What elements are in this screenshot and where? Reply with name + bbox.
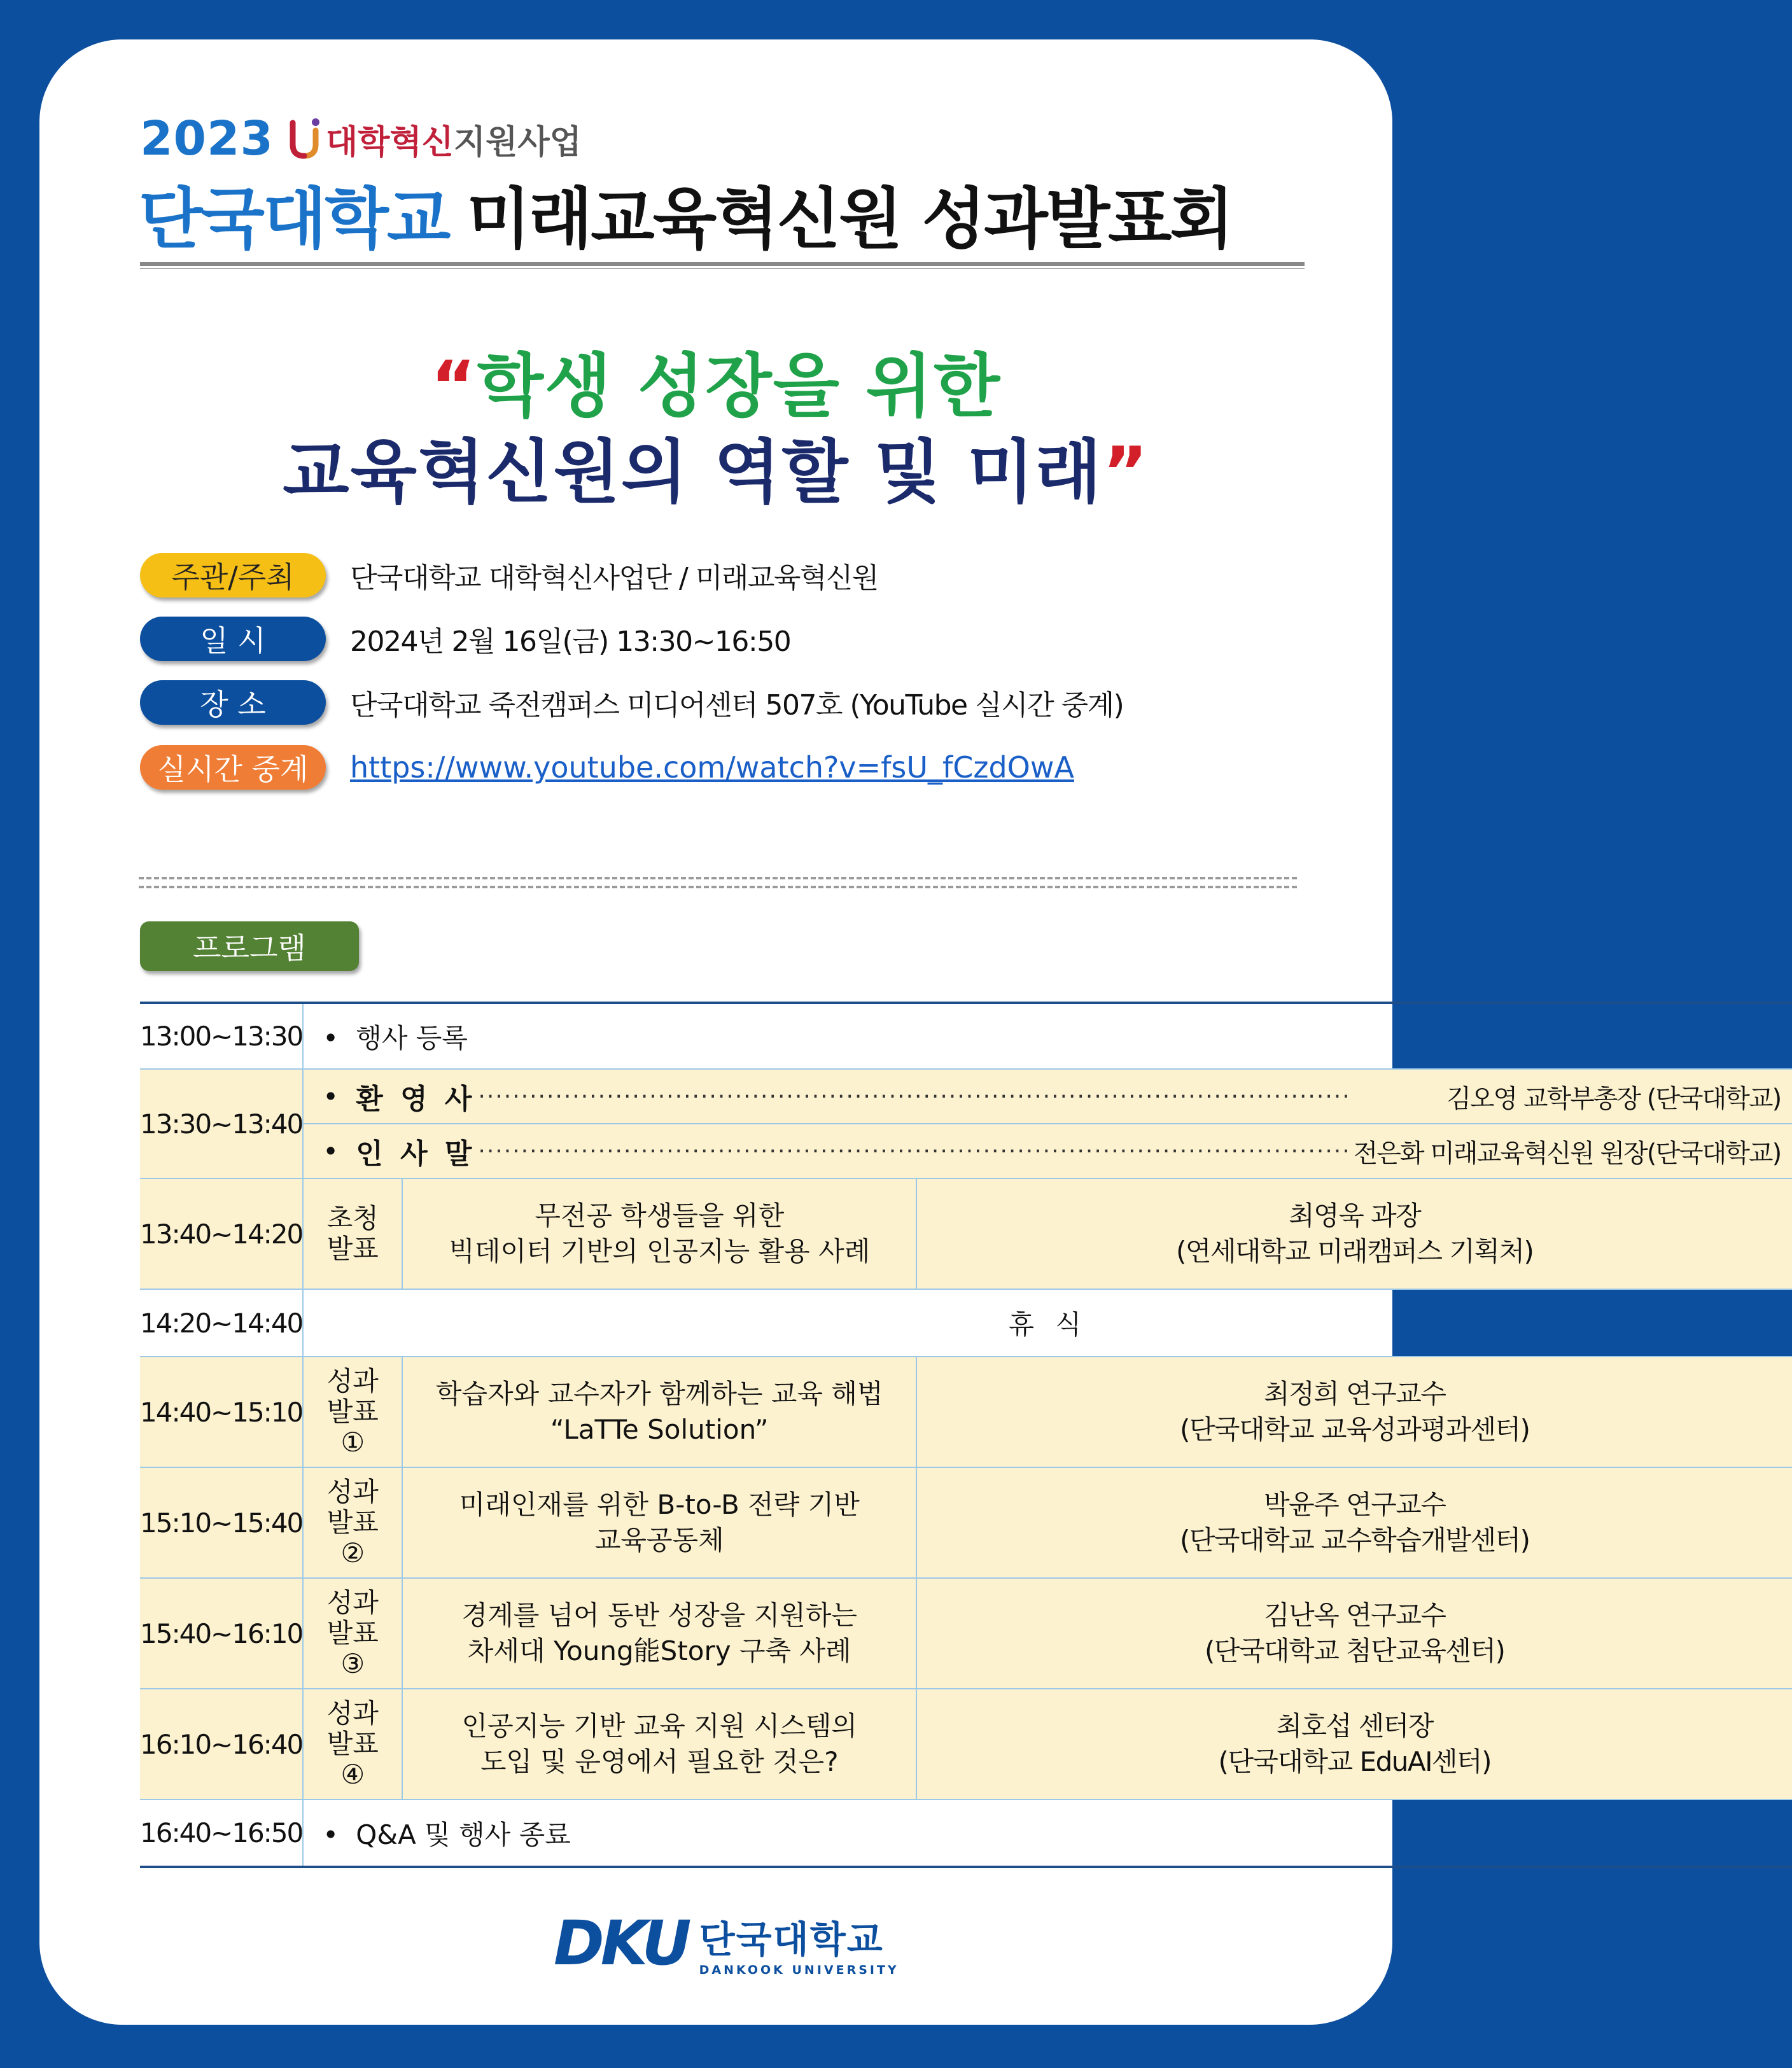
table-row bbox=[140, 1689, 1792, 1799]
speaker-name: 최정희 연구교수 bbox=[1264, 1378, 1446, 1409]
bullet: • bbox=[323, 1080, 339, 1112]
date-value: 2024년 2월 16일(금) 13:30~16:50 bbox=[350, 625, 791, 658]
tag-line: 발표 bbox=[326, 1396, 379, 1427]
welcome-item bbox=[303, 1069, 1792, 1124]
title-event: 미래교육혁신원 성과발표회 bbox=[466, 180, 1233, 258]
brand-rest: 지원사업 bbox=[453, 123, 582, 162]
row-time: 15:40~16:10 bbox=[140, 1578, 303, 1689]
title-rule-thin bbox=[140, 268, 1305, 269]
row-tag bbox=[303, 1578, 402, 1689]
greeting-label: 인 사 말 bbox=[356, 1138, 476, 1170]
close-quote: ” bbox=[1102, 433, 1149, 512]
row-time: 13:00~13:30 bbox=[140, 1003, 303, 1069]
program-label-pill: 프로그램 bbox=[140, 921, 359, 971]
table-row bbox=[140, 1003, 1792, 1069]
tag-line: 초청 bbox=[326, 1203, 379, 1234]
program-heading bbox=[140, 921, 359, 971]
row-topic bbox=[402, 1178, 916, 1289]
tag-line: 성과 bbox=[326, 1366, 379, 1397]
row-speaker bbox=[916, 1357, 1792, 1467]
header-year: 2023 bbox=[140, 111, 274, 166]
tag-line: 성과 bbox=[326, 1476, 379, 1507]
table-row bbox=[140, 1799, 1792, 1867]
speaker-affiliation: (단국대학교 EduAI센터) bbox=[1218, 1746, 1491, 1777]
row-text-label: Q&A 및 행사 종료 bbox=[356, 1819, 571, 1850]
row-time: 16:10~16:40 bbox=[140, 1689, 303, 1799]
speaker-name: 박윤주 연구교수 bbox=[1264, 1489, 1446, 1520]
topic-line: 인공지능 기반 교육 지원 시스템의 bbox=[461, 1710, 857, 1742]
row-time: 13:40~14:20 bbox=[140, 1178, 303, 1289]
table-row bbox=[140, 1289, 1792, 1357]
logo-name-en: DANKOOK UNIVERSITY bbox=[699, 1963, 899, 1977]
row-speaker bbox=[916, 1178, 1792, 1289]
greeting-item bbox=[303, 1124, 1792, 1178]
speaker-affiliation: (단국대학교 교수학습개발센터) bbox=[1179, 1525, 1530, 1556]
host-label-pill: 주관/주최 bbox=[140, 553, 326, 597]
program-table bbox=[140, 1002, 1792, 1868]
row-speaker bbox=[916, 1467, 1792, 1578]
tag-line: 발표 bbox=[326, 1233, 379, 1264]
tag-line: 발표 bbox=[326, 1617, 379, 1649]
stream-label-pill: 실시간 중계 bbox=[140, 745, 326, 790]
tag-line: 성과 bbox=[326, 1698, 379, 1729]
logo-name-kr: 단국대학교 bbox=[699, 1918, 884, 1961]
greeting-speaker: 전은화 미래교육혁신원 원장(단국대학교) bbox=[1353, 1138, 1781, 1168]
row-text bbox=[303, 1003, 1792, 1069]
row-time: 14:20~14:40 bbox=[140, 1289, 303, 1357]
host-value: 단국대학교 대학혁신사업단 / 미래교육혁신원 bbox=[350, 562, 878, 594]
topic-line: 경계를 넘어 동반 성장을 지원하는 bbox=[461, 1600, 857, 1631]
row-time: 15:10~15:40 bbox=[140, 1467, 303, 1578]
table-row bbox=[140, 1178, 1792, 1289]
speaker-affiliation: (단국대학교 첨단교육센터) bbox=[1205, 1635, 1505, 1666]
topic-line: 빅데이터 기반의 인공지능 활용 사례 bbox=[449, 1236, 871, 1267]
bullet: • bbox=[323, 1819, 339, 1850]
table-row bbox=[140, 1578, 1792, 1689]
leader-dots: ······································································································ bbox=[478, 1083, 1351, 1110]
table-row bbox=[140, 1357, 1792, 1467]
header-line bbox=[140, 113, 582, 164]
info-stream bbox=[140, 744, 1074, 790]
row-time: 13:30~13:40 bbox=[140, 1069, 303, 1178]
row-tag bbox=[303, 1689, 402, 1799]
speaker-affiliation: (연세대학교 미래캠퍼스 기획처) bbox=[1176, 1236, 1534, 1267]
info-date bbox=[140, 616, 790, 662]
row-time: 14:40~15:10 bbox=[140, 1357, 303, 1467]
speaker-affiliation: (단국대학교 교육성과평과센터) bbox=[1179, 1414, 1530, 1445]
dku-logo-mark: DKU bbox=[554, 1908, 688, 1979]
tag-line: 성과 bbox=[326, 1587, 379, 1618]
stream-link[interactable]: https://www.youtube.com/watch?v=fsU_fCzdOwA bbox=[350, 750, 1074, 785]
row-tag bbox=[303, 1357, 402, 1467]
tag-line: 발표 bbox=[326, 1507, 379, 1538]
info-host bbox=[140, 552, 878, 598]
row-topic bbox=[402, 1689, 916, 1799]
speaker-name: 최영욱 과장 bbox=[1289, 1200, 1421, 1231]
topic-line: 교육공동체 bbox=[594, 1525, 724, 1556]
row-tag bbox=[303, 1467, 402, 1578]
u-logo-icon bbox=[288, 116, 321, 161]
dashed-divider-2 bbox=[139, 886, 1297, 888]
brand-highlight: 대학혁신 bbox=[325, 123, 454, 162]
topic-line: 차세대 Young能Story 구축 사례 bbox=[467, 1635, 851, 1666]
row-text bbox=[303, 1799, 1792, 1867]
theme-line-1 bbox=[0, 331, 1432, 430]
row-tag bbox=[303, 1178, 402, 1289]
welcome-label: 환 영 사 bbox=[356, 1083, 476, 1115]
title-university: 단국대학교 bbox=[139, 180, 449, 258]
open-quote: “ bbox=[430, 347, 477, 426]
row-topic bbox=[402, 1578, 916, 1689]
topic-line: 미래인재를 위한 B-to-B 전략 기반 bbox=[459, 1489, 860, 1520]
leader-dots: ······································································································ bbox=[478, 1138, 1351, 1164]
welcome-speaker: 김오영 교학부총장 (단국대학교) bbox=[1446, 1084, 1781, 1114]
row-text-label: 행사 등록 bbox=[356, 1022, 468, 1054]
venue-label-pill: 장 소 bbox=[140, 680, 326, 725]
tag-number: ③ bbox=[340, 1648, 365, 1679]
theme-line-2 bbox=[0, 417, 1432, 515]
bullet: • bbox=[323, 1022, 339, 1054]
speaker-name: 최호섭 센터장 bbox=[1276, 1710, 1433, 1742]
table-row bbox=[140, 1124, 1792, 1178]
title-rule bbox=[140, 262, 1305, 266]
venue-value: 단국대학교 죽전캠퍼스 미디어센터 507호 (YouTube 실시간 중계) bbox=[350, 689, 1124, 722]
theme-text-2: 교육혁신원의 역할 및 미래 bbox=[283, 433, 1103, 512]
university-logo bbox=[554, 1908, 899, 1979]
row-topic bbox=[402, 1467, 916, 1578]
topic-line: 학습자와 교수자가 함께하는 교육 해법 bbox=[435, 1378, 883, 1409]
table-row bbox=[140, 1467, 1792, 1578]
row-time: 16:40~16:50 bbox=[140, 1799, 303, 1867]
tag-number: ② bbox=[340, 1537, 365, 1568]
tag-number: ① bbox=[340, 1427, 365, 1458]
speaker-name: 김난옥 연구교수 bbox=[1264, 1600, 1446, 1631]
page-title bbox=[139, 172, 1233, 258]
row-speaker bbox=[916, 1578, 1792, 1689]
break-text: 휴 식 bbox=[303, 1289, 1792, 1357]
info-venue bbox=[140, 680, 1123, 725]
row-speaker bbox=[916, 1689, 1792, 1799]
table-row bbox=[140, 1069, 1792, 1124]
theme-text-1: 학생 성장을 위한 bbox=[477, 347, 1002, 426]
tag-line: 발표 bbox=[326, 1728, 379, 1759]
topic-line: 도입 및 운영에서 필요한 것은? bbox=[480, 1746, 839, 1777]
tag-number: ④ bbox=[340, 1759, 365, 1790]
dashed-divider bbox=[139, 877, 1297, 879]
topic-line: “LaTTe Solution” bbox=[550, 1414, 769, 1445]
bullet: • bbox=[323, 1135, 339, 1167]
date-label-pill: 일 시 bbox=[140, 617, 326, 661]
row-topic bbox=[402, 1357, 916, 1467]
topic-line: 무전공 학생들을 위한 bbox=[535, 1200, 785, 1231]
